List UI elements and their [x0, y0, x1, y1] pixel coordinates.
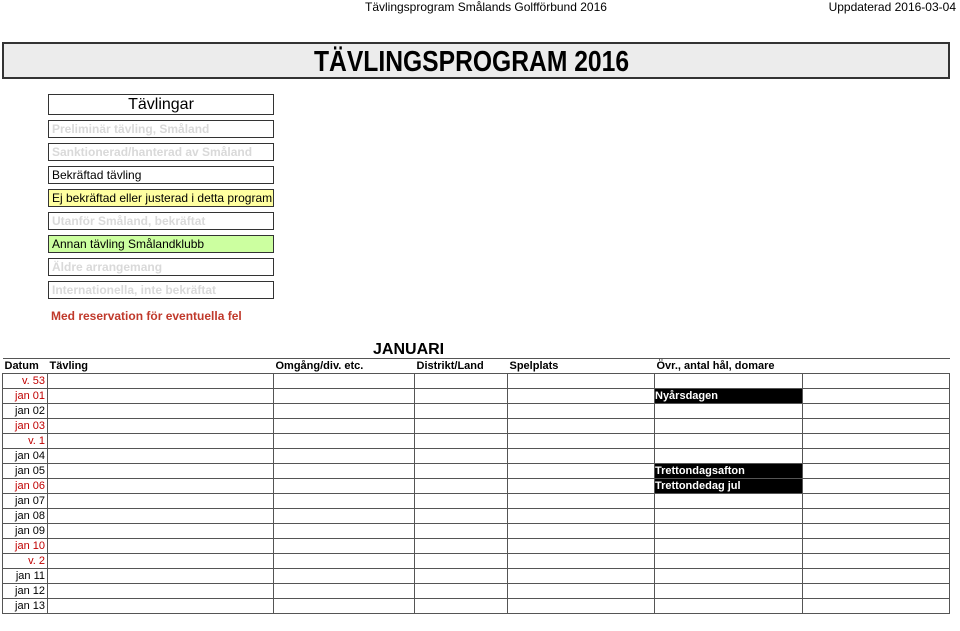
row-cell [508, 569, 655, 584]
row-note [655, 374, 803, 389]
legend [48, 94, 274, 304]
row-cell [508, 479, 655, 494]
row-date: v. 1 [3, 434, 48, 449]
table-row [3, 524, 950, 539]
table-row [3, 569, 950, 584]
table-row [3, 509, 950, 524]
row-date: jan 08 [3, 509, 48, 524]
row-date: jan 04 [3, 449, 48, 464]
row-cell [415, 449, 508, 464]
row-cell [803, 584, 950, 599]
row-note [655, 419, 803, 434]
row-cell [274, 449, 415, 464]
row-cell [415, 419, 508, 434]
row-cell [415, 434, 508, 449]
row-note [655, 434, 803, 449]
row-cell [274, 389, 415, 404]
row-cell [274, 464, 415, 479]
row-cell [274, 374, 415, 389]
row-cell [274, 434, 415, 449]
row-cell [508, 509, 655, 524]
row-note [655, 584, 803, 599]
row-cell [274, 494, 415, 509]
row-cell [803, 404, 950, 419]
row-cell [274, 599, 415, 614]
page-title: TÄVLINGSPROGRAM 2016 [314, 46, 630, 78]
table-row [3, 539, 950, 554]
legend-item-outside-smaland: Utanför Småland, bekräftat [48, 212, 274, 230]
row-cell [415, 584, 508, 599]
table-row [3, 449, 950, 464]
row-cell [48, 554, 274, 569]
row-cell [508, 389, 655, 404]
row-cell [508, 464, 655, 479]
row-date: jan 11 [3, 569, 48, 584]
col-header-extra [803, 359, 950, 374]
row-cell [48, 524, 274, 539]
title-bar [2, 42, 950, 79]
legend-item-international: Internationella, inte bekräftat [48, 281, 274, 299]
row-cell [48, 569, 274, 584]
row-cell [415, 389, 508, 404]
row-cell [48, 494, 274, 509]
col-header-round: Omgång/div. etc. [274, 359, 415, 374]
row-note [655, 569, 803, 584]
row-note: Trettondedag jul [655, 479, 803, 494]
calendar-table [2, 358, 950, 614]
row-cell [415, 479, 508, 494]
row-cell [274, 509, 415, 524]
row-note [655, 509, 803, 524]
table-row [3, 404, 950, 419]
row-note: Nyårsdagen [655, 389, 803, 404]
document-header-title: Tävlingsprogram Smålands Golfförbund 2016 [365, 0, 607, 14]
row-cell [508, 434, 655, 449]
row-cell [508, 374, 655, 389]
row-cell [48, 539, 274, 554]
row-cell [415, 404, 508, 419]
row-note [655, 494, 803, 509]
row-cell [48, 374, 274, 389]
row-cell [415, 569, 508, 584]
row-cell [48, 419, 274, 434]
row-cell [803, 569, 950, 584]
row-cell [803, 419, 950, 434]
row-date: jan 05 [3, 464, 48, 479]
legend-heading: Tävlingar [48, 94, 274, 115]
row-cell [508, 599, 655, 614]
row-cell [48, 599, 274, 614]
table-row [3, 389, 950, 404]
row-cell [803, 599, 950, 614]
row-cell [803, 554, 950, 569]
row-note [655, 599, 803, 614]
row-note: Trettondagsafton [655, 464, 803, 479]
row-cell [803, 374, 950, 389]
updated-date: Uppdaterad 2016-03-04 [828, 0, 956, 14]
row-cell [803, 524, 950, 539]
row-cell [415, 494, 508, 509]
row-note [655, 524, 803, 539]
legend-item-preliminary: Preliminär tävling, Småland [48, 120, 274, 138]
row-cell [508, 524, 655, 539]
row-note [655, 449, 803, 464]
reservation-note: Med reservation för eventuella fel [51, 309, 242, 323]
row-date: jan 06 [3, 479, 48, 494]
row-cell [274, 404, 415, 419]
row-cell [274, 539, 415, 554]
row-cell [415, 374, 508, 389]
col-header-venue: Spelplats [508, 359, 655, 374]
col-header-competition: Tävling [48, 359, 274, 374]
row-cell [415, 554, 508, 569]
col-header-other: Övr., antal hål, domare [655, 359, 803, 374]
row-note [655, 539, 803, 554]
row-cell [274, 569, 415, 584]
table-row [3, 374, 950, 389]
row-cell [415, 524, 508, 539]
row-cell [274, 419, 415, 434]
legend-item-other-club: Annan tävling Smålandklubb [48, 235, 274, 253]
row-date: v. 53 [3, 374, 48, 389]
table-row [3, 494, 950, 509]
legend-item-confirmed: Bekräftad tävling [48, 166, 274, 184]
row-date: jan 12 [3, 584, 48, 599]
row-cell [803, 449, 950, 464]
row-note [655, 404, 803, 419]
row-cell [274, 479, 415, 494]
table-row [3, 554, 950, 569]
table-row [3, 419, 950, 434]
row-cell [508, 404, 655, 419]
row-cell [48, 434, 274, 449]
row-cell [803, 434, 950, 449]
row-cell [803, 539, 950, 554]
table-row [3, 464, 950, 479]
row-cell [508, 584, 655, 599]
row-date: jan 01 [3, 389, 48, 404]
col-header-district: Distrikt/Land [415, 359, 508, 374]
col-header-date: Datum [3, 359, 48, 374]
row-cell [508, 494, 655, 509]
row-date: jan 13 [3, 599, 48, 614]
row-cell [803, 479, 950, 494]
row-cell [803, 389, 950, 404]
row-cell [48, 509, 274, 524]
row-date: jan 07 [3, 494, 48, 509]
row-cell [508, 449, 655, 464]
row-cell [48, 584, 274, 599]
row-cell [508, 554, 655, 569]
row-date: jan 09 [3, 524, 48, 539]
row-cell [508, 419, 655, 434]
row-note [655, 554, 803, 569]
table-row [3, 599, 950, 614]
row-cell [48, 479, 274, 494]
row-cell [274, 524, 415, 539]
row-date: v. 2 [3, 554, 48, 569]
month-heading: JANUARI [373, 341, 445, 358]
row-cell [415, 464, 508, 479]
row-cell [48, 389, 274, 404]
legend-item-sanctioned: Sanktionerad/hanterad av Småland [48, 143, 274, 161]
row-cell [803, 494, 950, 509]
row-cell [803, 464, 950, 479]
row-date: jan 02 [3, 404, 48, 419]
row-cell [415, 509, 508, 524]
table-row [3, 479, 950, 494]
row-cell [415, 539, 508, 554]
row-cell [274, 554, 415, 569]
row-date: jan 03 [3, 419, 48, 434]
table-row [3, 584, 950, 599]
legend-item-older: Äldre arrangemang [48, 258, 274, 276]
row-date: jan 10 [3, 539, 48, 554]
row-cell [508, 539, 655, 554]
row-cell [415, 599, 508, 614]
row-cell [803, 509, 950, 524]
row-cell [48, 464, 274, 479]
table-header-row [3, 359, 950, 374]
row-cell [48, 449, 274, 464]
row-cell [274, 584, 415, 599]
row-cell [48, 404, 274, 419]
table-row [3, 434, 950, 449]
legend-item-unconfirmed: Ej bekräftad eller justerad i detta program [48, 189, 274, 207]
